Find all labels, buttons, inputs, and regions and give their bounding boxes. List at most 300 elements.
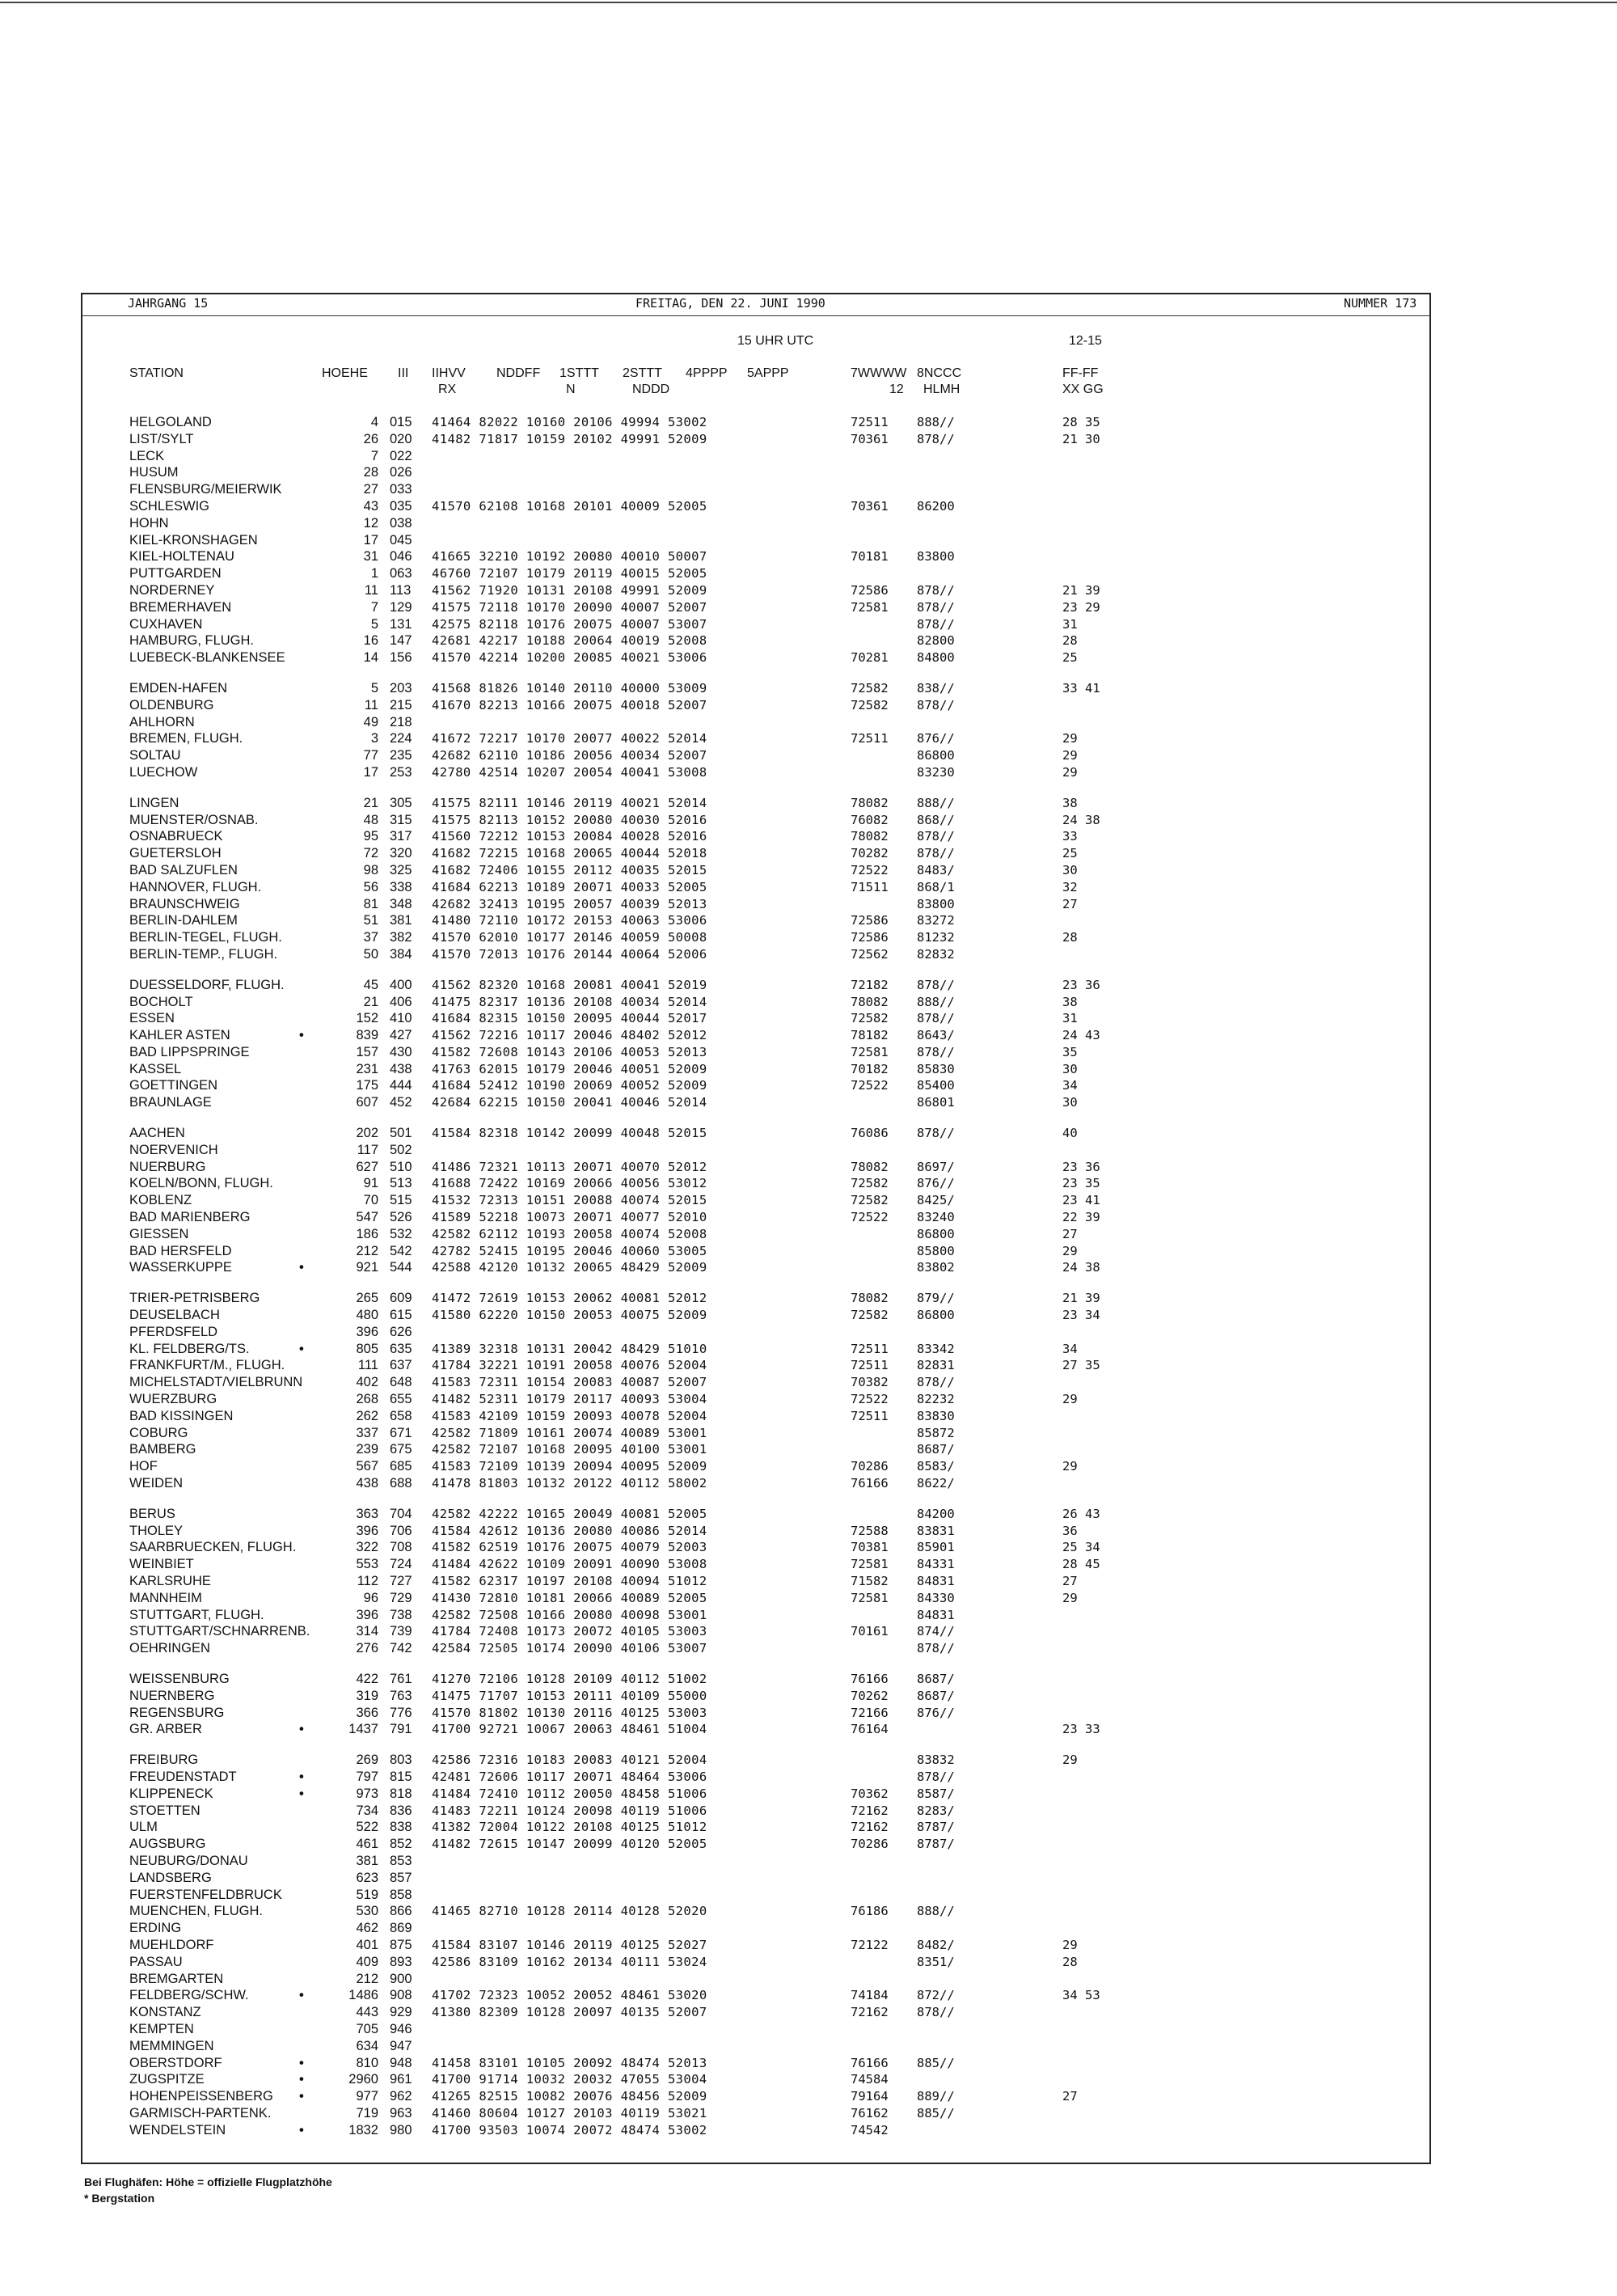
table-row	[82, 1243, 1429, 1260]
cloud-group: 86800	[917, 1226, 955, 1241]
observation-groups: 41484 72410 10112 20050 48458 51006	[432, 1786, 707, 1801]
group-separator	[82, 666, 1429, 680]
station-name: KOELN/BONN, FLUGH.	[129, 1176, 273, 1191]
weather-group: 70281	[851, 650, 889, 666]
cloud-group: 84200	[917, 1506, 955, 1521]
table-row	[82, 1954, 1429, 1971]
weather-group: 76166	[851, 2055, 889, 2070]
table-row	[82, 1307, 1429, 1324]
gust-group: 27	[1062, 2089, 1078, 2104]
cloud-group: 82800	[917, 633, 955, 649]
station-name: FUERSTENFELDBRUCK	[129, 1887, 282, 1902]
station-name: STUTTGART/SCHNARRENB.	[129, 1624, 310, 1639]
observation-groups: 41532 72313 10151 20088 40074 52015	[432, 1193, 707, 1208]
observation-groups: 41672 72217 10170 20077 40022 52014	[432, 731, 707, 746]
station-id: 738	[390, 1607, 412, 1622]
gust-group: 28 45	[1062, 1557, 1100, 1572]
station-height: 4	[370, 415, 378, 429]
station-height: 212	[356, 1971, 378, 1986]
weather-group: 72581	[851, 1557, 889, 1572]
station-name: COBURG	[129, 1425, 188, 1440]
station-name: FELDBERG/SCHW.	[129, 1988, 249, 2003]
station-name: PUTTGARDEN	[129, 566, 222, 581]
weather-group: 72122	[851, 1937, 889, 1952]
table-row	[82, 1556, 1429, 1573]
weather-group: 70362	[851, 1786, 889, 1801]
station-id: 655	[390, 1392, 412, 1407]
observation-groups: 42582 72508 10166 20080 40098 53001	[432, 1607, 707, 1622]
weather-group: 74542	[851, 2122, 889, 2137]
mountain-marker: •	[299, 1988, 304, 2003]
station-height: 1486	[348, 1988, 378, 2003]
station-id: 615	[390, 1308, 412, 1323]
group-separator	[82, 781, 1429, 795]
station-id: 724	[390, 1557, 412, 1572]
station-id: 635	[390, 1341, 412, 1356]
cloud-group: 885//	[917, 2055, 955, 2070]
station-name: KASSEL	[129, 1061, 182, 1076]
col-1sttt: 1STTT	[559, 366, 599, 380]
table-row	[82, 1175, 1429, 1192]
observation-groups: 41478 81803 10132 20122 40112 58002	[432, 1476, 707, 1491]
col-4pppp: 4PPPP	[686, 366, 728, 380]
station-height: 973	[356, 1786, 378, 1801]
gust-group: 23 29	[1062, 599, 1100, 615]
station-id: 776	[390, 1705, 412, 1720]
station-name: KAHLER ASTEN	[129, 1028, 230, 1043]
weather-group: 71511	[851, 879, 889, 894]
station-id: 224	[390, 731, 412, 746]
observation-groups: 41582 72608 10143 20106 40053 52013	[432, 1044, 707, 1059]
cloud-group: 888//	[917, 1904, 955, 1919]
observation-groups: 41580 62220 10150 20053 40075 52009	[432, 1308, 707, 1323]
weather-group: 72522	[851, 1078, 889, 1093]
station-name: AHLHORN	[129, 714, 195, 729]
station-name: BERUS	[129, 1506, 175, 1521]
station-name: WEIDEN	[129, 1476, 183, 1491]
cloud-group: 878//	[917, 697, 955, 712]
station-id: 215	[390, 697, 412, 712]
table-row	[82, 481, 1429, 498]
observation-groups: 41784 72408 10173 20072 40105 53003	[432, 1624, 707, 1639]
observation-groups: 41484 42622 10109 20091 40090 53008	[432, 1557, 707, 1572]
cloud-group: 878//	[917, 616, 955, 632]
cloud-group: 8583/	[917, 1459, 955, 1474]
observation-groups: 41702 72323 10052 20052 48461 53020	[432, 1988, 707, 2003]
station-id: 853	[390, 1853, 412, 1868]
station-name: ERDING	[129, 1921, 182, 1936]
station-id: 858	[390, 1887, 412, 1902]
gust-group: 32	[1062, 879, 1078, 894]
observation-groups: 42588 42120 10132 20065 48429 52009	[432, 1260, 707, 1275]
observation-groups: 42481 72606 10117 20071 48464 53006	[432, 1769, 707, 1784]
station-name: LUECHOW	[129, 764, 198, 780]
group-separator	[82, 1492, 1429, 1506]
station-id: 381	[390, 913, 412, 928]
table-row	[82, 464, 1429, 481]
table-row	[82, 828, 1429, 845]
observation-groups: 41682 72406 10155 20112 40035 52015	[432, 862, 707, 877]
observation-groups: 42575 82118 10176 20075 40007 53007	[432, 616, 707, 632]
gust-group: 21 39	[1062, 582, 1100, 598]
station-name: EMDEN-HAFEN	[129, 680, 228, 696]
cloud-group: 868/1	[917, 879, 955, 894]
observation-groups: 41684 62213 10189 20071 40033 52005	[432, 879, 707, 894]
cloud-group: 8687/	[917, 1442, 955, 1457]
station-height: 111	[357, 1358, 378, 1373]
station-name: MEMMINGEN	[129, 2038, 214, 2053]
station-height: 438	[356, 1476, 378, 1491]
table-row	[82, 515, 1429, 532]
cloud-group: 83830	[917, 1408, 955, 1423]
gust-group: 26 43	[1062, 1506, 1100, 1521]
weather-group: 72511	[851, 415, 889, 429]
station-id: 063	[390, 566, 412, 581]
table-row	[82, 912, 1429, 929]
station-id: 513	[390, 1176, 412, 1191]
station-height: 547	[356, 1210, 378, 1225]
station-id: 410	[390, 1011, 412, 1026]
table-row	[82, 1458, 1429, 1475]
cloud-group: 86200	[917, 498, 955, 514]
gust-group: 29	[1062, 731, 1078, 746]
station-name: GR. ARBER	[129, 1722, 202, 1737]
station-id: 963	[390, 2105, 412, 2121]
cloud-group: 84800	[917, 650, 955, 666]
weather-group: 72522	[851, 1210, 889, 1225]
cloud-group: 878//	[917, 1044, 955, 1059]
cloud-group: 8425/	[917, 1193, 955, 1208]
station-name: MICHELSTADT/VIELBRUNN	[129, 1375, 303, 1390]
col-rx: RX	[438, 383, 457, 396]
station-height: 519	[356, 1887, 378, 1902]
observation-groups: 41380 82309 10128 20097 40135 52007	[432, 2005, 707, 2020]
station-height: 810	[356, 2055, 378, 2070]
table-row	[82, 896, 1429, 913]
table-row	[82, 730, 1429, 747]
station-height: 1437	[348, 1722, 378, 1737]
weather-group: 72582	[851, 1176, 889, 1191]
col-iii: III	[398, 366, 409, 380]
station-name: BAD HERSFELD	[129, 1243, 232, 1258]
table-row	[82, 498, 1429, 515]
station-name: OBERSTDORF	[129, 2055, 222, 2070]
station-id: 893	[390, 1954, 412, 1969]
station-height: 402	[356, 1375, 378, 1390]
cloud-group: 878//	[917, 1641, 955, 1656]
observation-groups: 41562 82320 10168 20081 40041 52019	[432, 977, 707, 992]
station-name: BOCHOLT	[129, 994, 193, 1009]
weather-group: 70361	[851, 431, 889, 446]
col-5appp: 5APPP	[747, 366, 789, 380]
observation-groups: 41763 62015 10179 20046 40051 52009	[432, 1061, 707, 1076]
table-row	[82, 582, 1429, 599]
mountain-marker: •	[299, 1260, 304, 1275]
observation-groups: 41570 42214 10200 20085 40021 53006	[432, 650, 707, 666]
station-name: KLIPPENECK	[129, 1786, 213, 1801]
observation-groups: 41389 32318 10131 20042 48429 51010	[432, 1341, 707, 1356]
cloud-group: 83800	[917, 896, 955, 911]
station-id: 962	[390, 2089, 412, 2104]
table-row	[82, 548, 1429, 565]
station-id: 026	[390, 465, 412, 480]
station-name: KEMPTEN	[129, 2021, 194, 2036]
station-height: 81	[363, 896, 378, 911]
station-id: 929	[390, 2005, 412, 2020]
station-height: 363	[356, 1506, 378, 1521]
station-name: BAD SALZUFLEN	[129, 862, 238, 877]
station-height: 7	[370, 448, 378, 463]
cloud-group: 8643/	[917, 1028, 955, 1043]
station-name: SAARBRUECKEN, FLUGH.	[129, 1540, 297, 1555]
table-row	[82, 1937, 1429, 1954]
table-row	[82, 2004, 1429, 2021]
station-id: 218	[390, 714, 412, 729]
gust-group: 23 33	[1062, 1722, 1100, 1737]
station-id: 658	[390, 1408, 412, 1423]
gust-group: 24 38	[1062, 1260, 1100, 1275]
gust-group: 29	[1062, 748, 1078, 763]
station-name: DUESSELDORF, FLUGH.	[129, 977, 285, 992]
station-name: KONSTANZ	[129, 2005, 201, 2020]
station-name: STOETTEN	[129, 1803, 201, 1818]
table-row	[82, 845, 1429, 862]
station-id: 452	[390, 1095, 412, 1110]
col-2sttt: 2STTT	[623, 366, 662, 380]
gust-group: 30	[1062, 862, 1078, 877]
weather-group: 72511	[851, 1341, 889, 1356]
table-row	[82, 862, 1429, 879]
weather-group: 72581	[851, 1590, 889, 1605]
observation-groups: 41682 72215 10168 20065 40044 52018	[432, 846, 707, 861]
station-id: 325	[390, 862, 412, 877]
station-id: 791	[390, 1722, 412, 1737]
station-height: 2960	[348, 2072, 378, 2087]
gust-group: 34	[1062, 1078, 1078, 1093]
station-name: PFERDSFELD	[129, 1324, 218, 1339]
table-row	[82, 1523, 1429, 1540]
observation-groups: 41584 82318 10142 20099 40048 52015	[432, 1126, 707, 1141]
station-height: 50	[363, 946, 378, 962]
table-row	[82, 812, 1429, 829]
station-height: 212	[356, 1243, 378, 1258]
station-id: 253	[390, 764, 412, 780]
station-height: 422	[356, 1671, 378, 1686]
station-name: HOHN	[129, 515, 169, 531]
station-id: 869	[390, 1921, 412, 1936]
station-name: BAD KISSINGEN	[129, 1408, 234, 1423]
table-row	[82, 431, 1429, 448]
observation-groups: 41483 72211 10124 20098 40119 51006	[432, 1803, 707, 1818]
station-height: 27	[363, 482, 378, 497]
table-row	[82, 1539, 1429, 1556]
weather-group: 78082	[851, 994, 889, 1009]
col-12: 12	[889, 383, 904, 396]
table-row	[82, 616, 1429, 633]
station-name: HAMBURG, FLUGH.	[129, 633, 255, 649]
observation-groups: 41482 71817 10159 20102 49991 52009	[432, 431, 707, 446]
table-row	[82, 1425, 1429, 1442]
station-name: MUEHLDORF	[129, 1937, 214, 1952]
gust-group: 23 36	[1062, 1159, 1100, 1174]
station-name: AUGSBURG	[129, 1837, 206, 1852]
cloud-group: 82831	[917, 1358, 955, 1373]
mountain-marker: •	[299, 1786, 304, 1801]
station-name: WUERZBURG	[129, 1392, 217, 1407]
weather-group: 72166	[851, 1705, 889, 1720]
station-name: BREMEN, FLUGH.	[129, 731, 243, 746]
table-row	[82, 599, 1429, 616]
observation-groups: 41482 52311 10179 20117 40093 53004	[432, 1392, 707, 1407]
gust-group: 40	[1062, 1126, 1078, 1141]
station-id: 015	[390, 415, 412, 429]
observation-groups: 41582 62519 10176 20075 40079 52003	[432, 1540, 707, 1555]
station-name: AACHEN	[129, 1126, 185, 1141]
station-id: 400	[390, 977, 412, 992]
gust-group: 24 38	[1062, 812, 1100, 827]
observation-groups: 41475 71707 10153 20111 40109 55000	[432, 1688, 707, 1703]
table-row	[82, 1441, 1429, 1458]
observation-groups: 41568 81826 10140 20110 40000 53009	[432, 680, 707, 696]
station-name: KIEL-KRONSHAGEN	[129, 532, 258, 548]
gust-group: 33 41	[1062, 680, 1100, 696]
station-height: 530	[356, 1904, 378, 1919]
col-nddd: NDDD	[632, 383, 670, 396]
cloud-group: 84331	[917, 1557, 955, 1572]
gust-group: 27	[1062, 1574, 1078, 1588]
station-height: 98	[363, 862, 378, 877]
table-row	[82, 879, 1429, 896]
station-name: ZUGSPITZE	[129, 2072, 205, 2087]
station-height: 117	[357, 1142, 378, 1157]
mountain-marker: •	[299, 1722, 304, 1737]
gust-group: 27 35	[1062, 1358, 1100, 1373]
col-ffff: FF-FF	[1062, 366, 1099, 380]
observation-groups: 41575 72118 10170 20090 40007 52007	[432, 599, 707, 615]
gust-group: 28 35	[1062, 415, 1100, 429]
station-name: DEUSELBACH	[129, 1308, 220, 1323]
weather-group: 76082	[851, 812, 889, 827]
weather-group: 72522	[851, 1392, 889, 1407]
station-height: 269	[356, 1753, 378, 1768]
station-height: 95	[363, 829, 378, 844]
table-row	[82, 1803, 1429, 1820]
station-height: 401	[356, 1937, 378, 1952]
station-height: 3	[370, 731, 378, 746]
observation-groups: 42582 71809 10161 20074 40089 53001	[432, 1425, 707, 1440]
weather-group: 72162	[851, 2005, 889, 2020]
weather-group: 70182	[851, 1061, 889, 1076]
weather-group: 78082	[851, 1291, 889, 1306]
weather-group: 71582	[851, 1574, 889, 1588]
observation-groups: 42780 42514 10207 20054 40041 53008	[432, 764, 707, 780]
table-row	[82, 1870, 1429, 1887]
station-id: 742	[390, 1641, 412, 1656]
station-height: 607	[356, 1095, 378, 1110]
station-name: BAD MARIENBERG	[129, 1210, 251, 1225]
group-separator	[82, 1738, 1429, 1752]
top-rule	[0, 2, 1617, 3]
weather-group: 70262	[851, 1688, 889, 1703]
station-id: 946	[390, 2021, 412, 2036]
station-height: 366	[356, 1705, 378, 1720]
station-name: SCHLESWIG	[129, 498, 210, 514]
station-height: 977	[356, 2089, 378, 2104]
cloud-group: 83800	[917, 549, 955, 564]
gust-group: 38	[1062, 994, 1078, 1009]
cloud-group: 85400	[917, 1078, 955, 1093]
cloud-group: 888//	[917, 415, 955, 429]
station-id: 515	[390, 1193, 412, 1208]
cloud-group: 878//	[917, 2005, 955, 2020]
table-row	[82, 1903, 1429, 1920]
station-id: 147	[390, 633, 412, 649]
weather-group: 72581	[851, 1044, 889, 1059]
gust-group: 24 43	[1062, 1028, 1100, 1043]
station-id: 688	[390, 1476, 412, 1491]
gust-group: 23 36	[1062, 977, 1100, 992]
station-height: 31	[363, 549, 378, 564]
date-label: FREITAG, DEN 22. JUNI 1990	[635, 296, 825, 311]
cloud-group: 878//	[917, 1126, 955, 1141]
observation-groups: 42782 52415 10195 20046 40060 53005	[432, 1243, 707, 1258]
cloud-group: 83230	[917, 764, 955, 780]
col-xxgg: XX GG	[1062, 383, 1104, 396]
gust-group: 28	[1062, 930, 1078, 945]
table-row	[82, 929, 1429, 946]
cloud-group: 84330	[917, 1590, 955, 1605]
weather-group: 72182	[851, 977, 889, 992]
cloud-group: 84831	[917, 1574, 955, 1588]
station-id: 438	[390, 1061, 412, 1076]
table-row	[82, 1987, 1429, 2004]
cloud-group: 86800	[917, 1308, 955, 1323]
table-row	[82, 2071, 1429, 2088]
station-height: 91	[363, 1176, 378, 1191]
table-row	[82, 1506, 1429, 1523]
station-height: 276	[356, 1641, 378, 1656]
station-name: HOF	[129, 1459, 158, 1474]
station-height: 157	[356, 1044, 378, 1059]
station-height: 17	[363, 764, 378, 780]
table-row	[82, 1341, 1429, 1358]
station-height: 26	[363, 431, 378, 446]
observation-groups: 41700 93503 10074 20072 48474 53002	[432, 2122, 707, 2137]
gust-group: 25	[1062, 650, 1078, 666]
cloud-group: 83342	[917, 1341, 955, 1356]
gust-group: 28	[1062, 1954, 1078, 1969]
station-height: 16	[363, 633, 378, 649]
table-row	[82, 1142, 1429, 1159]
cloud-group: 8482/	[917, 1937, 955, 1952]
table-row	[82, 2088, 1429, 2105]
station-id: 852	[390, 1837, 412, 1852]
station-name: LIST/SYLT	[129, 431, 194, 446]
station-id: 020	[390, 431, 412, 446]
cloud-group: 85901	[917, 1540, 955, 1555]
table-row	[82, 795, 1429, 812]
observation-groups: 41584 83107 10146 20119 40125 52027	[432, 1937, 707, 1952]
observation-groups: 41584 42612 10136 20080 40086 52014	[432, 1523, 707, 1538]
gust-group: 29	[1062, 1459, 1078, 1474]
station-name: SOLTAU	[129, 748, 181, 763]
table-row	[82, 1607, 1429, 1624]
station-name: BRAUNLAGE	[129, 1095, 212, 1110]
gust-group: 23 34	[1062, 1308, 1100, 1323]
gust-group: 34 53	[1062, 1988, 1100, 2003]
weather-group: 76162	[851, 2105, 889, 2121]
gust-group: 29	[1062, 1590, 1078, 1605]
